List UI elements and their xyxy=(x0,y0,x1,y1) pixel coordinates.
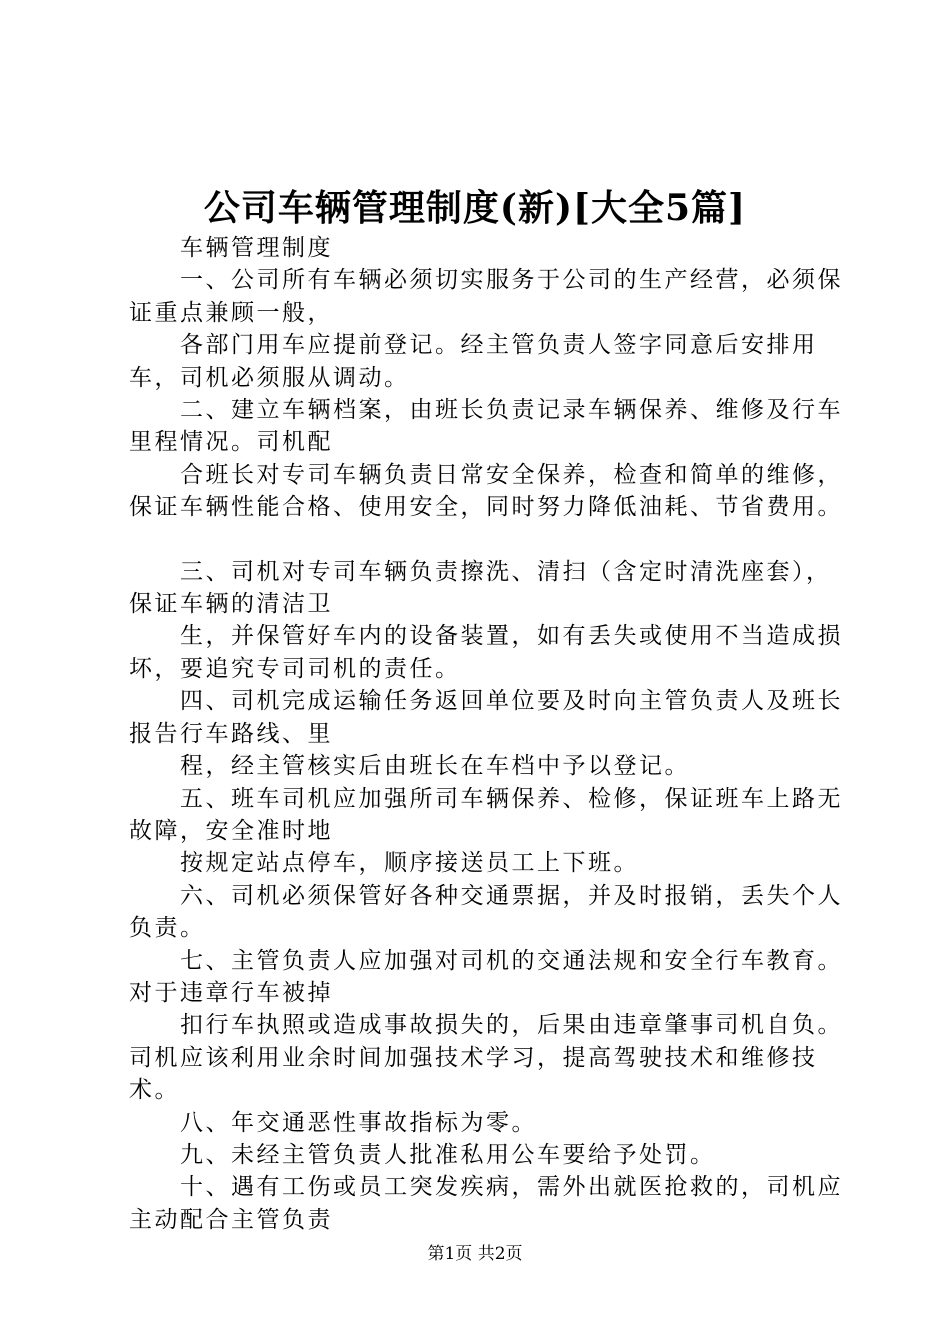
paragraph: 车辆管理制度 xyxy=(180,235,333,261)
document-title: 公司车辆管理制度(新)[大全5篇] xyxy=(203,187,747,229)
paragraph: 一、公司所有车辆必须切实服务于公司的生产经营，必须保证重点兼顾一般， xyxy=(129,267,843,326)
paragraph: 六、司机必须保管好各种交通票据，并及时报销，丢失个人负责。 xyxy=(129,882,843,942)
paragraph: 按规定站点停车，顺序接送员工上下班。 xyxy=(180,850,639,877)
page-footer: 第1页 共2页 xyxy=(427,1244,523,1264)
document-body xyxy=(129,232,849,1236)
paragraph: 合班长对专司车辆负责日常安全保养，检查和简单的维修，保证车辆性能合格、使用安全，同时努力降低油耗、节省费用。 xyxy=(129,461,843,521)
paragraph: 三、司机对专司车辆负责擦洗、清扫（含定时清洗座套），保证车辆的清洁卫 xyxy=(129,558,832,618)
paragraph: 生，并保管好车内的设备装置，如有丢失或使用不当造成损坏，要追究专司司机的责任。 xyxy=(129,623,843,682)
paragraph: 程，经主管核实后由班长在车档中予以登记。 xyxy=(180,753,690,780)
paragraph: 扣行车执照或造成事故损失的，后果由违章肇事司机自负。司机应该利用业余时间加强技术学习，提高驾驶技术和维修技术。 xyxy=(129,1012,843,1104)
paragraph: 五、班车司机应加强所司车辆保养、检修，保证班车上路无故障，安全准时地 xyxy=(129,785,843,844)
paragraph: 十、遇有工伤或员工突发疾病，需外出就医抢救的，司机应主动配合主管负责 xyxy=(129,1174,843,1233)
paragraph: 九、未经主管负责人批准私用公车要给予处罚。 xyxy=(180,1141,716,1168)
paragraph: 各部门用车应提前登记。经主管负责人签字同意后安排用车，司机必须服从调动。 xyxy=(129,332,818,391)
paragraph: 四、司机完成运输任务返回单位要及时向主管负责人及班长报告行车路线、里 xyxy=(129,688,843,747)
paragraph: 二、建立车辆档案，由班长负责记录车辆保养、维修及行车里程情况。司机配 xyxy=(129,397,843,456)
paragraph: 七、主管负责人应加强对司机的交通法规和安全行车教育。对于违章行车被掉 xyxy=(129,947,843,1006)
paragraph: 八、年交通恶性事故指标为零。 xyxy=(180,1109,537,1136)
